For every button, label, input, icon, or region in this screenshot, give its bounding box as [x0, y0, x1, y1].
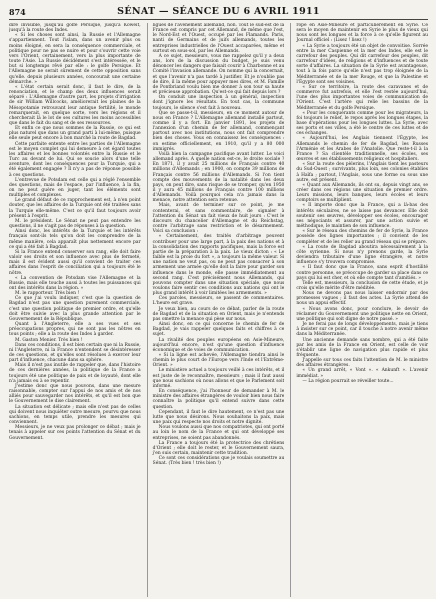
paragraph: Je veux bien, au cours de ce débat, parler de la route de Bagdad et de la situation en Orient, mais je n'entends pas omettre la menace qui pèse sur nous.: [152, 306, 285, 322]
paragraph: « Aujourd'hui, les Anglais tiennent l'Égypte, les Allemands le chemin de fer de Bagdad, les Russes l'Arménie et les Arabes de l'Anatolie. Que reste-t-il à la France ? Sa clientèle traditionnelle, ses écoles, ses œuvres et ses établissements religieux et hospitaliers.: [296, 136, 429, 163]
paragraph: « Sur le réseau des chemins de fer de Syrie, la France possède des lignes importantes ; il convient de les compléter et de les relier au grand réseau qui se prépare.: [296, 229, 429, 245]
paragraph: M. Gaston Menier. Très bien !: [15, 337, 83, 343]
paragraph: Dans ces conditions, il est bien certain que ni la Russie, ni l'Angleterre, ni la France n'entendent se désintéresser de ces questions, et qu'elles sont résolues à exercer leur part d'influence, chacune dans sa sphère.: [9, 342, 141, 364]
paragraph: Ainsi donc, les intérêts de la Turquie et les intérêts français sont-ils tels qu'on doit les comprendre de la même manière, cela apparaît plus nettement encore par ce qui a été fait à Bagdad.: [9, 229, 141, 250]
paragraph: En conséquence, j'ai l'honneur de demander à M. le ministre des affaires étrangères de vouloir bien nous faire connaître la politique qu'il entend suivre dans cette question.: [152, 389, 285, 410]
paragraph: Telle est, messieurs, la conclusion de cette étude, et je crois qu'elle mérite d'être méditée.: [296, 280, 429, 291]
paragraph: M. le rapporteur. Très bien !: [15, 291, 80, 297]
paragraph: dire invisible, jusqu'au golfe Persique, jusqu'à Koweït, jusqu'à la route des Indes.: [9, 23, 141, 34]
paragraph: Le grand défaut de ce rapprochement est, à n'en point douter, que les affaires de la Turquie ont été traitées sans la Turquie elle-même. C'est ce qu'il faut toujours avoir présent à l'esprit.: [9, 198, 141, 219]
paragraph: M. le président. Le Sénat ne peut pas entendre les questions, il ne s'agit pas de réponses à la question.: [9, 218, 141, 230]
paragraph: « Certainement, des traités d'arbitrage peuvent contribuer pour une large part, à la paix des nations et à la consolidation des rapports pacifiques, mais la force est partie de la préparation à la paix. Le vieux dicton : « Le faible est la proie du fort », a toujours la même valeur. Si une nation ne veut pas, ou ne peut pas consacrer à son armement une armée qu'elle doit la faire pour garder son influence dans le monde, elle passe immédiatement au second rang. C'est précisément nous Allemands, qui pouvons compter dans une situation spéciale, que nous voulons faire sentir ces conditions aux nations qui ont le plus grand intérêt à voir limitées les armements. »: [152, 234, 285, 297]
paragraph: « La route de Bagdad aboutira nécessairement à la côte syrienne. Si nous n'y prenons garde, la Syrie deviendra tributaire d'une ligne étrangère, et notre influence s'y trouvera compromise.: [296, 244, 429, 266]
paragraph: Quant à l'Angleterre, elle a ses vues et ses préoccupations propres, qui ne sont pas les nôtres en tous points ; elle a la route des Indes à garder.: [9, 322, 141, 338]
running-title: SÉNAT — SÉANCE DU 6 AVRIL 1911: [117, 6, 320, 17]
paragraph: Ainsi donc, en ce qui concerne le chemin de fer de Bagdad, je vais rappeler quelques faits et chiffres à ce sujet.: [152, 322, 285, 338]
paragraph: J'appelle sur tous ces faits l'attention de M. le ministre des affaires étrangères.: [296, 358, 429, 369]
paragraph: « Si les choses sont ainsi, la Russie et l'Allemagne s'appartiennent. Tout l'islam, dans un avenir plus ou moins éloigné, en sera la conséquence commerciale, et politique pour ne pas se nuire et pour s'ouvrir cette voie vers l'Orient, certainement, vers la plus importante de toute l'Asie. La Russie décidément s'est intéressée, et le but si longtemps rêvé par elle : le golfe Persique. Et l'Allemagne ne serait sûrement de cette opposition sans qu'elle. depuis plusieurs années, concourait une certaine démarche. »: [9, 33, 141, 85]
page-number: 874: [9, 7, 26, 17]
paragraph: « Quant aux Allemands, ils ont su, depuis vingt ans, se créer dans ces régions une situation de premier ordre. Leurs missions, leurs banques, leurs écoles et leurs comptoirs se multiplient.: [296, 182, 429, 204]
paragraph: Nous voulons aussi que nos compatriotes, qui ont porté au loin le nom de la France et qui ont développé ses entreprises, ne soient pas abandonnés.: [152, 425, 285, 441]
paragraph: Messieurs, je ne veux pas prolonger ce débat ; mais je tenais à appeler sur ces points l'attention du Sénat et du Gouvernement.: [9, 425, 141, 441]
column-middle: [147, 23, 285, 597]
paragraph: Cette parfaite entente entre les parties de l'Allemagne est le moyen complet qui lui demeure à cet égard toutes les affaires et les bonnes volontés entre la Russie et le Turc au devant de lui. Qui se soucie alors d'une telle aventure, dont les conséquences pour la Turquie, qui a été également engagée ? Il n'y a pas de réponse possible à ces questions.: [9, 141, 141, 178]
paragraph: « Sur ce territoire, la route des caravanes et de commerce fut autrefois, et elle l'est restée aujourd'hui, l'une des plus importantes voies de communication de l'Orient. C'est l'artère qui relie les bassins de la Méditerranée et du golfe Persique.: [296, 84, 429, 111]
text-columns: [9, 23, 428, 597]
paragraph: Le ministère actuel a toujours veillé à ces intérêts, et il est juste de le reconnaître, messieurs ; mais il faut aussi que nous sachions où nous allons et que le Parlement soit informé.: [152, 368, 285, 389]
paragraph: Ce sont ces considérations que je voulais soumettre au Sénat. (Très bien ! très bien !): [152, 456, 285, 467]
paragraph: Voilà bien la campagne pacifique avant lutter. Le voici allemand après. A quelle nation est-ce, le droite sociale ? En 1871, il y avait 25 millions de Français contre 40 millions d'Allemands ; en 1900, on compte 39 millions de Français contre 56 millions d'Allemands. Si l'on tient compte des mouvements de la natalité dans les deux pays, on peut dire, sans risque de se tromper, qu'en 1950 il y aura 45 millions de Français contre 100 millions d'Allemands. Voilà pourquoi cela n'a jamais dans la menace, notre attention sera retenue.: [152, 151, 285, 204]
paragraph: « Un grand arrêt, « Vont ». « Ankunft ». L'avenir immédiat. »: [296, 368, 429, 379]
paragraph: Cependant, il faut le dire hautement, ce n'est pas une lutte que nous désirons. Nous souhaitons la paix, mais une paix qui respecte nos droits et notre dignité.: [152, 409, 285, 426]
page-header: [9, 6, 428, 20]
paragraph: — La région pourrait se réveiller toute...: [302, 378, 394, 384]
column-left: [9, 23, 141, 597]
paragraph: Si la France entend conserver son rang, elle doit faire valoir ses droits et son influence avec plus de fermeté, mais il est évident aussi qu'il convient de traiter ces affaires dans l'esprit de conciliation qui a toujours été le nôtre.: [9, 249, 141, 276]
paragraph: ligues de l'avènement allemand, non. Tout le sud-est de la France est compris par cet Allemand, de même que l'est, le Nord-Est et l'Ouest, occupé par les Flamands. Paris, nanti de Germains et de juifs allemands, toutes les entreprises industrielles de l'Ouest accaparées, même et surtout en sous-sol, par les Allemands.: [152, 23, 285, 54]
paragraph: J'estime donc que nous pouvons, dans une mesure raisonnable, compter sur l'appui de nos amis et de nos alliés pour sauvegarder nos intérêts, et qu'il est bon que le Gouvernement le dise clairement.: [9, 383, 141, 405]
paragraph: La rivalité des peuples européens en Asie-Mineure, aujourd'hui encore, n'est qu'une question d'influence économique et de voies de communication.: [152, 337, 285, 353]
paragraph: « L'état certain serait donc, il faut le dire, de la renonciation, et le champ des deux influences serait séparé : L'Allemagne d'autre part, les projets d'irrigation de sir William Willcocks, améliorerait les plaines de la Mésopotamie retrouvant leur antique fertilité, le monde remarquerait, en quelque sorte, vers les régions et il chercherait là le lot de ses cultures les moins accessibles que dans le fait du sang et de ses ressources.: [9, 84, 141, 126]
paragraph: La France a toujours été la protectrice des chrétiens d'Orient ; elle doit le rester, et le Gouvernement saura, j'en suis certain, maintenir cette tradition.: [152, 440, 285, 456]
paragraph: Je ne ferai pas de longs développements, mais je tiens à insister sur ce point, car il touche à notre avenir même dans la Méditerranée.: [296, 322, 429, 338]
paragraph: « Il importe donc que la France, qui a là-bas des intérêts séculaires, ne se laisse pas devancer. Elle doit soutenir ses œuvres, développer ses écoles, encourager ses négociants et assurer, par une action suivie et méthodique, le maintien de son influence.: [296, 203, 429, 230]
paragraph: Que se passe-t-il, messieurs, en ce moment autour de nous en France ? L'Allemagne allemand installé partout, comme il y a fort. En janvier 1891, les projets de l'annexion d'un chemin de fer allemand, commençant partout avec nos institutions, nous ont fait comprendre bien des choses. Vous en connaissez les conséquences : on estime officiellement, en 1910, qu'il y a 80 000 immigrés.: [152, 110, 285, 152]
paragraph: « Sur la route des pèlerins, l'Anglais tient les pasteurs du Sud-Ouest ; survivants, plus loin, ses colonies établies à Haïfa ; partout, l'Anglais, sous une forme ou sous une autre, est présent.: [296, 162, 429, 183]
paragraph: Mais il n'est pas inutile de rappeler que, dans l'histoire de ces dernières années, la politique de la France a toujours été une politique de paix et de loyauté, dont elle n'a jamais eu à se repentir.: [9, 363, 141, 384]
paragraph: « Si la ligne est achevée, l'Allemagne tiendra ainsi le chemin le plus court de l'Europe vers l'Inde et l'Extrême-Orient. »: [152, 353, 285, 369]
paragraph: « La Syrie a toujours été un objet de convoitise. Sorrée entre la mer Caspienne et la mer des Indes, elle est le carrefour des peuples. Qui dit carrefour des peuples, dit carrefour d'idées, de religions et d'influences et de toute sorte d'affaires. La situation de la Syrie est avantageuse, tout à la fois parce qu'elle n'est pas trop éloignée de la Méditerranée et de la mer Rouge, et que la Palestine et l'Égypte sont ses voisines.: [296, 43, 429, 85]
paragraph: « Pour les conquérants comme pour les migrateurs, la foi toujours le relief, le repos après les longues étapes, la base d'opérations pour les longues luttes. La Syrie, avec ses ports et ses villes, a été le centre de ces luttes et de ces échanges.: [296, 110, 429, 137]
paragraph: Nous ne devons pas nous laisser endormir par des promesses vagues ; il faut des actes. La Syrie attend de nous un appui effectif.: [296, 291, 429, 307]
paragraph: Mais, avant de terminer sur ce point, je me contenterai, et sans commentaire, de signaler à l'attention du Sénat un fait vieux de huit jours : C'est le discours du chancelier d'Allemagne et du Reichstag, contre l'arbitrage sans restriction et le désarmement. Voici sa conclusion :: [152, 203, 285, 235]
paragraph: « Il faut donc que la France, sans esprit d'hostilité contre personne, se préoccupe de garder sa place dans ce pays qui lui est cher, et où elle compte tant d'amitiés. »: [296, 265, 429, 281]
paragraph: « La convention de Potsdam vise l'Allemagne et la Russie, mais elle touche aussi à toutes les puissances qui ont des intérêts dans la région. »: [9, 275, 141, 291]
paragraph: Ces paroles, messieurs, se passent de commentaires. L'heure est grave.: [152, 296, 285, 307]
paragraph: « Nous avons donc, pour conclure, le devoir de réclamer du Gouvernement une politique nette en Orient, une politique qui soit digne de notre passé. »: [296, 306, 429, 322]
paragraph: On conduit une inspection à un général, inspection dont j'ignore les résultats. En tout cas, la commune toujours, le silence s'est fait à nouveau.: [152, 95, 285, 111]
paragraph: Ce que j'ai voulu indiquer, c'est que la question de Bagdad n'est pas une question purement commerciale, c'est une question politique de premier ordre, et qu'elle doit être suivie avec la plus grande attention par le Gouvernement de la République.: [9, 296, 141, 322]
paragraph: La situation est délicate ; mais elle n'est pas de celles qui doivent nous inquiéter outre mesure, pourvu que nous sachions, en temps utile, prendre les mesures qui conviennent.: [9, 404, 141, 426]
paragraph: Une ancienne demande sans nombre, qui a été faite par les amis de la France en Orient, est celle de voir s'établir une ligne de navigation plus rapide et plus fréquente.: [296, 337, 429, 358]
paragraph: rope en Asie-Mineure et particulièrement en Syrie. Ce sera le moyen de maintenir en Syrie le plus de vieux qui nous sont les longues et la force à ce qu'elle figurent au Journal officiel : (Lisez ! lisez !): [296, 23, 429, 44]
paragraph: A ce sujet, messieurs, vous me rappelez qu'il y a deux ans, lors de la discussion du budget, je suis venu dénoncer les dangers que faisait courir à Charbonne et au Comité l'invasion allemande. On nomme qui la concernait, et que l'avenir n'a pas tardé à justifier. Et je n'oublie pas de dire, il la même pour appuyer mes dires, et M. Famille de Pontbriand voulu bien me donner à son tour sa haute et précieuse approbation. Qu'est-ce qui fait depuis lors ?: [152, 53, 285, 96]
paragraph: L'entrevue de Potsdam est celle qui a réglé l'ensemble des questions, mais de l'espace, par l'influence, à la fin, on ne peut guère en juger, tant les éléments sont multiples et complexes.: [9, 177, 141, 199]
column-right: [290, 23, 428, 597]
paragraph: Et enfin ce que nous sommes de la Russie, ce qui est plus naturel que dans un grand parti à lui-même, puisque elle seule peut encore à bon marché la route de Bagdad.: [9, 126, 141, 142]
